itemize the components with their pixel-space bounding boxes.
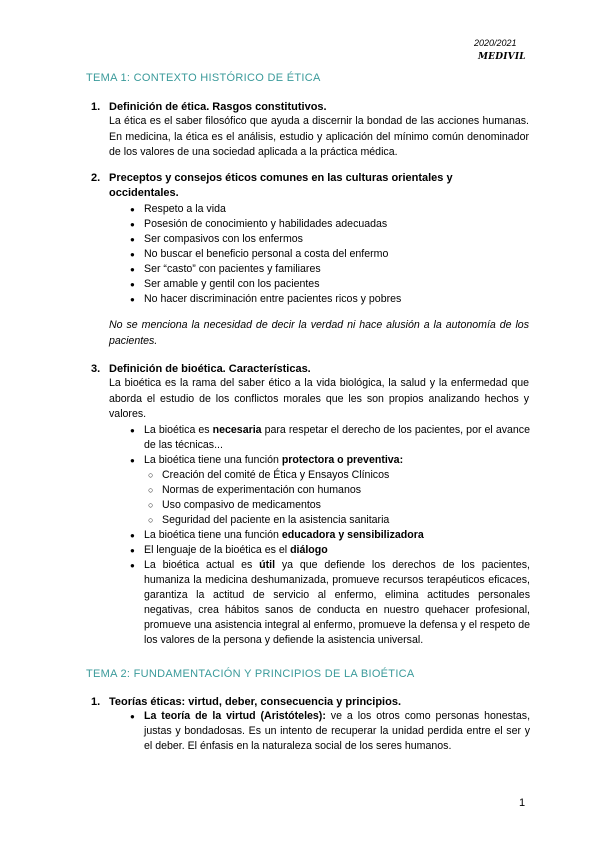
bullet-icon: ● bbox=[130, 265, 135, 274]
bioetica-list bbox=[130, 423, 530, 648]
bullet-icon: ● bbox=[130, 220, 135, 229]
paragraph-definicion-bioetica: La bioética es la rama del saber ético a la vida biológica, la salud y la enfermedad que aborda el estudio de los conflictos morales que les son propios analizando hechos y valores. bbox=[109, 377, 529, 420]
item-heading-tema2-1 bbox=[91, 695, 529, 710]
list-item: ● La bioética tiene una función protectora o preventiva: ○ Creación del comité de Ética y Ensayos Clínicos ○ Normas de experimentación con humanos ○ Uso compasivo de medicamentos ○ Seguridad del paciente en la asistencia sanitaria bbox=[130, 453, 530, 528]
header-year: 2020/2021 bbox=[474, 38, 517, 48]
list-item: ● La teoría de la virtud (Aristóteles): ve a los otros como personas honestas, justas y bondadosas. Es un intento de recuperar la unidad perdida entre el ser y el deber. El énfasis en la naturaleza social de los seres humanos. bbox=[130, 710, 531, 752]
bullet-icon: ● bbox=[130, 426, 135, 435]
sublist-item: ○ Creación del comité de Ética y Ensayos Clínicos bbox=[148, 469, 390, 481]
list-item: ● La bioética tiene una función educadora y sensibilizadora bbox=[130, 529, 424, 541]
bullet-icon: ● bbox=[130, 280, 135, 289]
sublist bbox=[144, 468, 530, 528]
bullet-icon: ● bbox=[130, 561, 135, 570]
bullet-icon: ● bbox=[130, 250, 135, 259]
list-item: ● Respeto a la vida bbox=[130, 203, 226, 215]
list-item: ● El lenguaje de la bioética es el diálogo bbox=[130, 544, 328, 556]
bullet-icon: ● bbox=[130, 531, 135, 540]
section-title-tema2: TEMA 2: FUNDAMENTACIÓN Y PRINCIPIOS DE LA BIOÉTICA bbox=[86, 668, 415, 680]
list-item: ● No hacer discriminación entre pacientes ricos y pobres bbox=[130, 293, 402, 305]
item-heading-text: Definición de ética. Rasgos constitutivos. bbox=[109, 101, 327, 113]
item-heading-continuation: occidentales. bbox=[109, 187, 179, 199]
list-item: ● Ser “casto” con pacientes y familiares bbox=[130, 263, 321, 275]
item-heading-text: Preceptos y consejos éticos comunes en las culturas orientales y bbox=[109, 172, 453, 184]
item-number: 3. bbox=[91, 363, 101, 375]
item-number: 1. bbox=[91, 101, 101, 113]
bullet-icon: ● bbox=[130, 205, 135, 214]
list-item: ● Ser amable y gentil con los pacientes bbox=[130, 278, 320, 290]
item-heading-2 bbox=[91, 171, 529, 201]
bullet-icon: ● bbox=[130, 712, 135, 721]
item-heading-text: Teorías éticas: virtud, deber, consecuencia y principios. bbox=[109, 696, 402, 708]
paragraph-definicion-etica: La ética es el saber filosófico que ayuda a discernir la bondad de las acciones humanas. En medicina, la ética es el análisis, estudio y aplicación del mínimo común denominador de los valores de una sociedad aplicada a la práctica médica. bbox=[109, 115, 529, 158]
list-item: ● La bioética es necesaria para respetar el derecho de los pacientes, por el avance de las técnicas... bbox=[130, 424, 530, 451]
preceptos-list bbox=[130, 202, 530, 307]
item-heading-text: Definición de bioética. Características. bbox=[109, 363, 311, 375]
bullet-icon: ● bbox=[130, 295, 135, 304]
list-item: ● Ser compasivos con los enfermos bbox=[130, 233, 303, 245]
bullet-icon: ● bbox=[130, 235, 135, 244]
sublist-item: ○ Normas de experimentación con humanos bbox=[148, 484, 362, 496]
item-number: 2. bbox=[91, 172, 101, 184]
item-heading-1 bbox=[91, 100, 529, 115]
item-number: 1. bbox=[91, 696, 101, 708]
list-item: ● La bioética actual es útil ya que defiende los derechos de los pacientes, humaniza la medicina deshumanizada, promueve recursos terapéuticos eficaces, garantiza la actitud de servicio al enfermo, elimina actitudes personales negativas, crea hábitos sanos de conducta en nuestro quehacer profesional, promueve una asistencia integral al enfermo, promueve la defensa y el respeto de los valores de la persona y defiende la asistencia universal. bbox=[130, 559, 530, 646]
page-number: 1 bbox=[519, 797, 526, 809]
bullet-icon: ● bbox=[130, 456, 135, 465]
item-heading-3 bbox=[91, 362, 529, 377]
header-logo: MEDIVIL bbox=[478, 52, 526, 62]
list-item: ● Posesión de conocimiento y habilidades adecuadas bbox=[130, 218, 388, 230]
note-paragraph: No se menciona la necesidad de decir la verdad ni hace alusión a la autonomía de los pacientes. bbox=[109, 319, 529, 347]
circle-bullet-icon: ○ bbox=[148, 485, 154, 495]
circle-bullet-icon: ○ bbox=[148, 500, 154, 510]
teorias-list bbox=[130, 709, 530, 754]
circle-bullet-icon: ○ bbox=[148, 470, 154, 480]
sublist-item: ○ Seguridad del paciente en la asistencia sanitaria bbox=[148, 514, 390, 526]
sublist-item: ○ Uso compasivo de medicamentos bbox=[148, 499, 321, 511]
bullet-icon: ● bbox=[130, 546, 135, 555]
list-item: ● No buscar el beneficio personal a costa del enfermo bbox=[130, 248, 389, 260]
circle-bullet-icon: ○ bbox=[148, 515, 154, 525]
section-title-tema1: TEMA 1: CONTEXTO HISTÓRICO DE ÉTICA bbox=[86, 72, 321, 84]
